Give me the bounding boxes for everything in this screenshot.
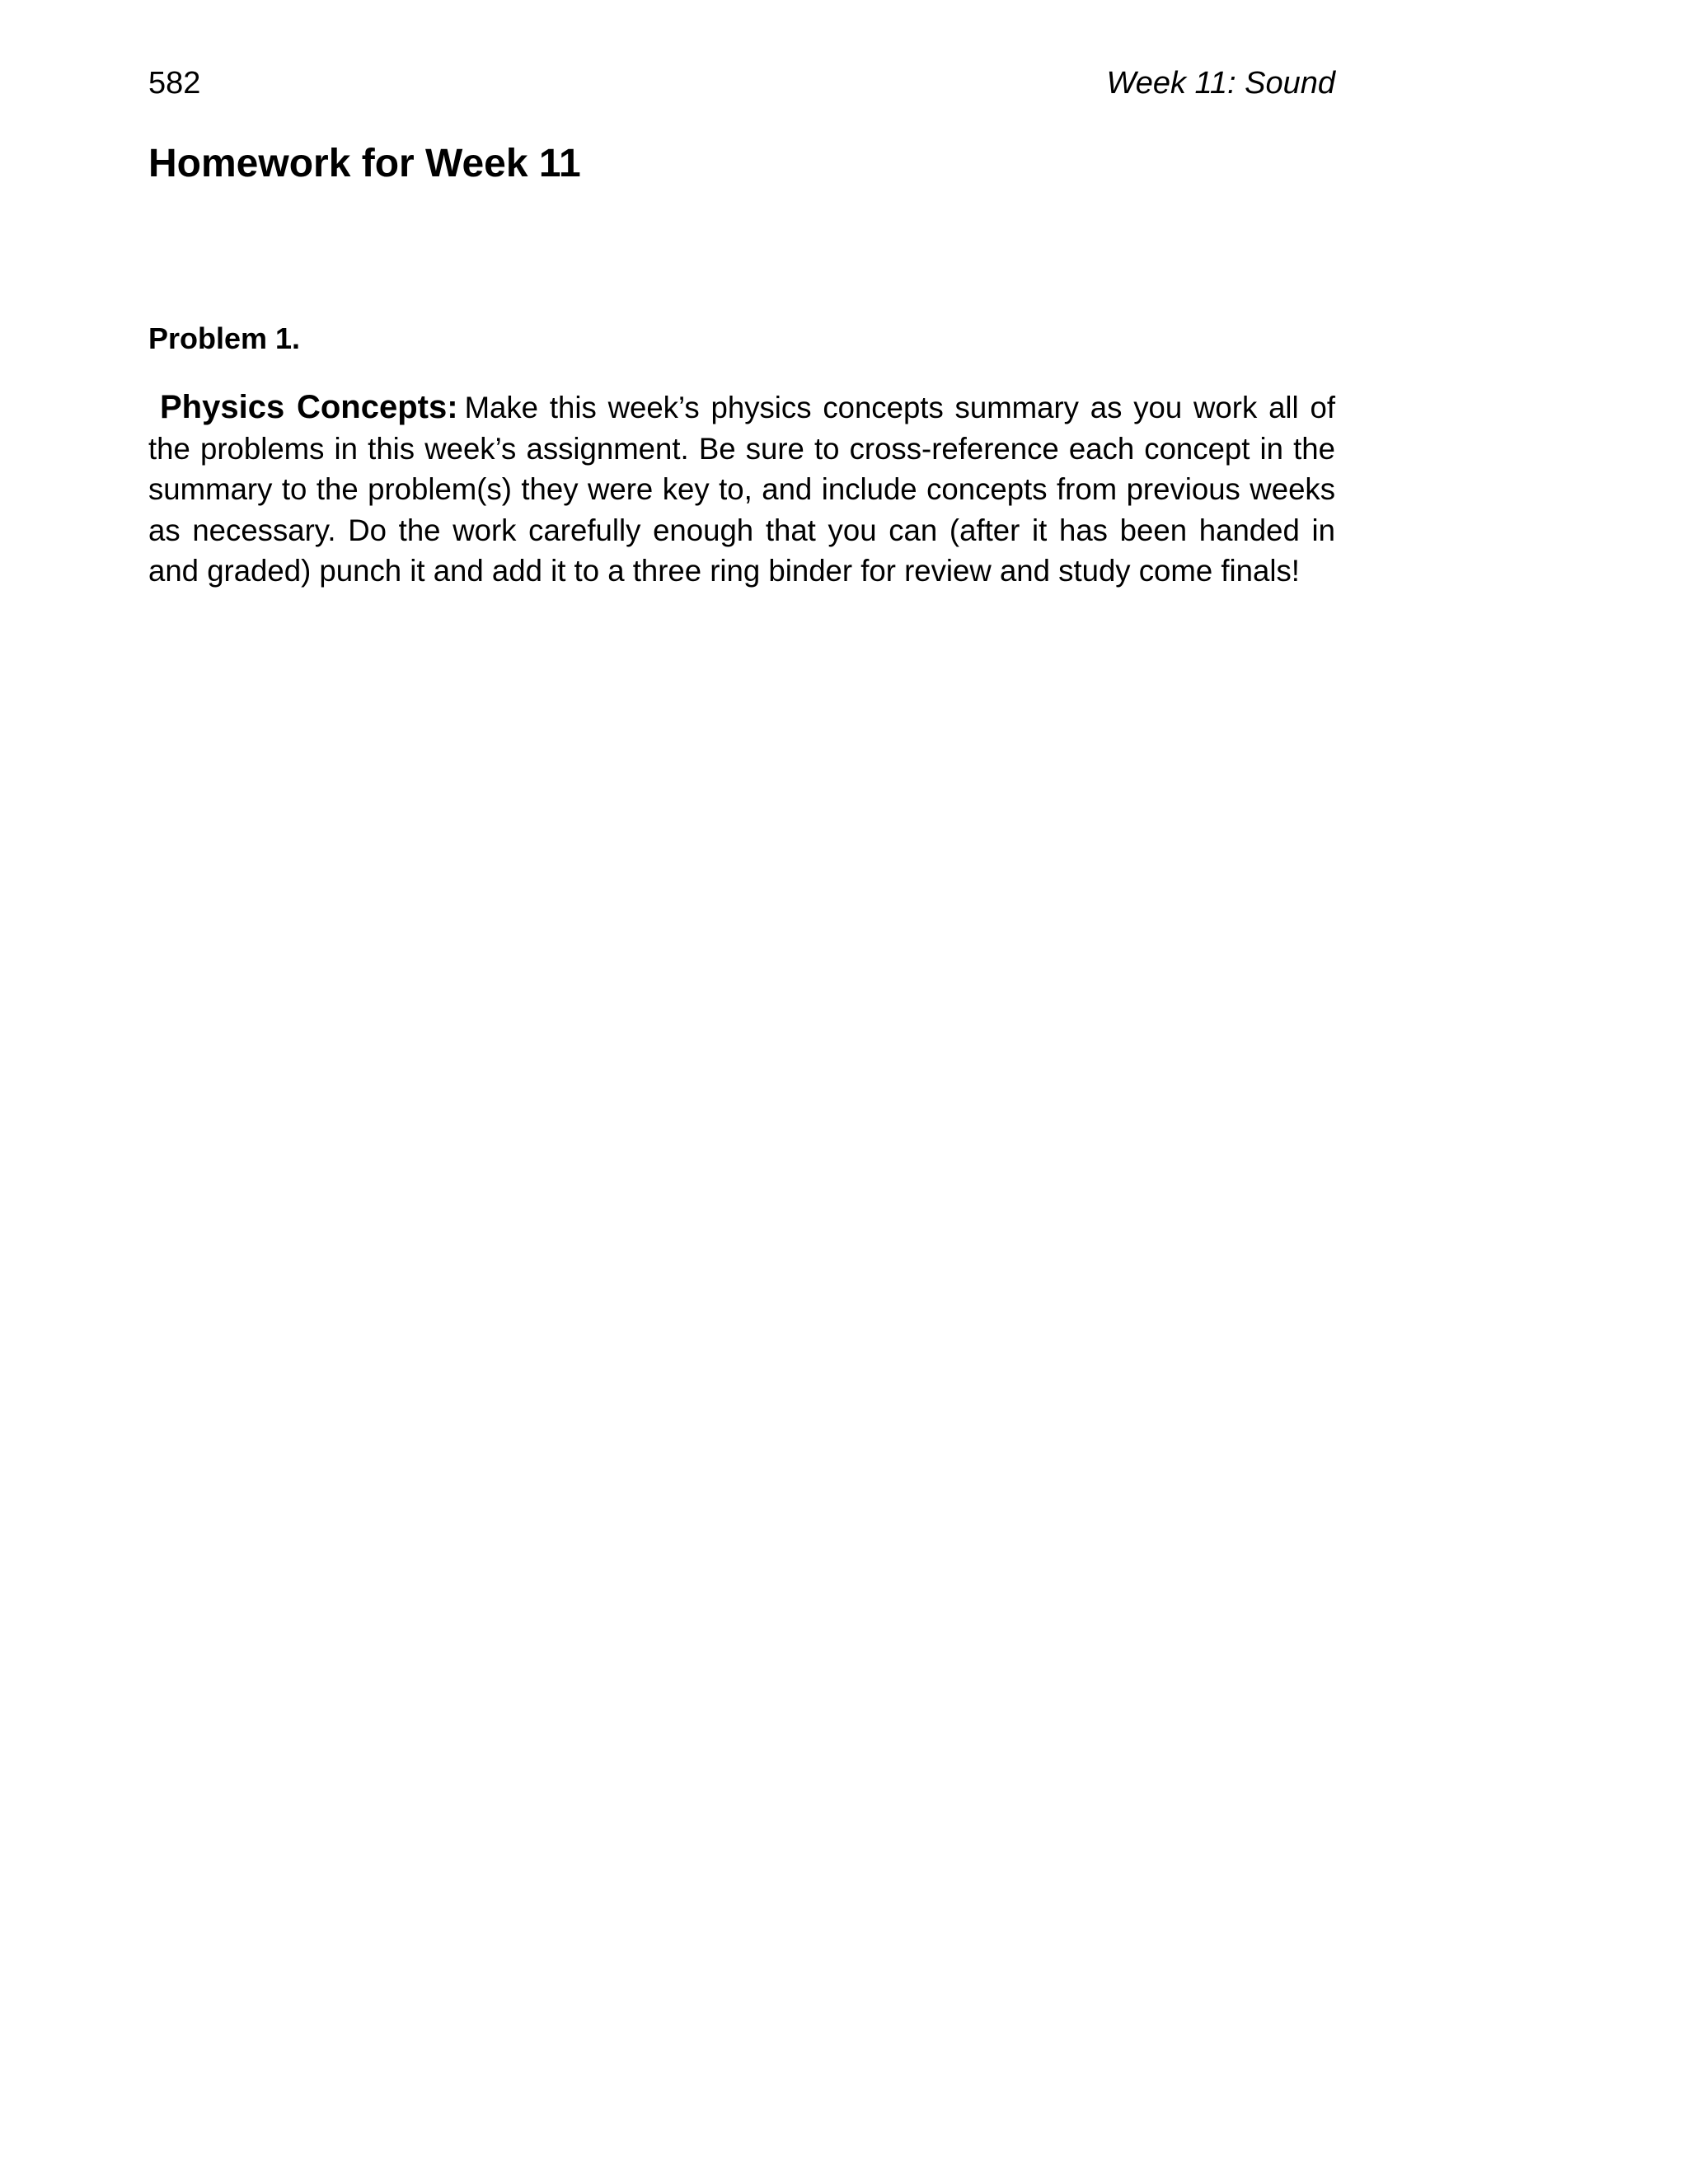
problem-text: Make this week’s physics concepts summary as you work all of the problems in this week’s assignment. Be sure to cross-reference each concept in the summary to the problem(s) they were key to, and include concepts from previous weeks as necessary. Do the work carefully enough that you can (after it has been handed in and graded) punch it and add it to a three ring binder for review and study come finals! [148,391,1335,588]
problem-heading: Problem 1. [148,321,301,355]
running-header [148,63,1335,104]
section-title: Homework for Week 11 [148,142,581,185]
page-number: 582 [148,66,201,101]
running-title: Week 11: Sound [1106,66,1335,101]
problem-body [148,387,1335,592]
problem-lead-in: Physics Concepts: [160,389,458,425]
